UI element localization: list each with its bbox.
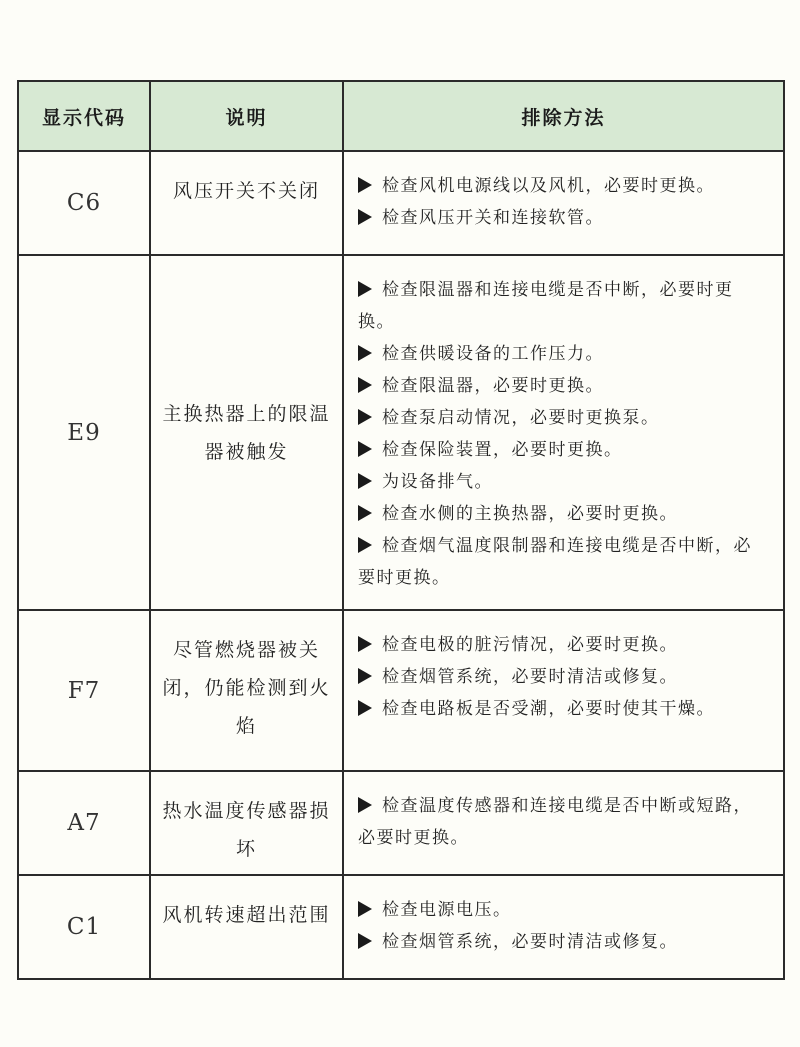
- error-code-table: [17, 80, 785, 980]
- header-solution: 排除方法: [343, 81, 784, 151]
- header-description: 说明: [150, 81, 343, 151]
- solution-text: 检查风压开关和连接软管。: [382, 208, 604, 228]
- error-code: C1: [18, 875, 150, 979]
- solution-cell: [343, 610, 784, 771]
- solution-item: [358, 661, 769, 693]
- solution-text: 检查限温器和连接电缆是否中断，必要时更换。: [358, 280, 734, 332]
- error-description: 尽管燃烧器被关闭，仍能检测到火焰: [150, 610, 343, 771]
- bullet-arrow-icon: [358, 281, 372, 297]
- solution-cell: [343, 151, 784, 255]
- bullet-arrow-icon: [358, 933, 372, 949]
- solution-text: 检查保险装置，必要时更换。: [382, 440, 623, 460]
- bullet-arrow-icon: [358, 505, 372, 521]
- solution-text: 检查泵启动情况，必要时更换泵。: [382, 408, 660, 428]
- table-row: [18, 875, 784, 979]
- solution-item: [358, 498, 769, 530]
- table-row: [18, 255, 784, 610]
- header-row: [18, 81, 784, 151]
- bullet-arrow-icon: [358, 409, 372, 425]
- solution-text: 检查电路板是否受潮，必要时使其干燥。: [382, 699, 715, 719]
- solution-item: [358, 926, 769, 958]
- error-description: 风压开关不关闭: [150, 151, 343, 255]
- table-row: [18, 771, 784, 875]
- solution-text: 检查温度传感器和连接电缆是否中断或短路，必要时更换。: [358, 796, 752, 848]
- solution-text: 检查限温器，必要时更换。: [382, 376, 604, 396]
- bullet-arrow-icon: [358, 345, 372, 361]
- error-description: 风机转速超出范围: [150, 875, 343, 979]
- solution-cell: [343, 875, 784, 979]
- solution-cell: [343, 771, 784, 875]
- solution-item: [358, 338, 769, 370]
- solution-text: 检查烟管系统，必要时清洁或修复。: [382, 932, 678, 952]
- header-code: 显示代码: [18, 81, 150, 151]
- bullet-arrow-icon: [358, 209, 372, 225]
- error-code: A7: [18, 771, 150, 875]
- solution-text: 检查水侧的主换热器，必要时更换。: [382, 504, 678, 524]
- table-row: [18, 151, 784, 255]
- bullet-arrow-icon: [358, 901, 372, 917]
- solution-item: [358, 434, 769, 466]
- bullet-arrow-icon: [358, 377, 372, 393]
- bullet-arrow-icon: [358, 668, 372, 684]
- bullet-arrow-icon: [358, 441, 372, 457]
- solution-text: 检查烟管系统，必要时清洁或修复。: [382, 667, 678, 687]
- solution-item: [358, 170, 769, 202]
- solution-item: [358, 790, 769, 854]
- solution-text: 检查烟气温度限制器和连接电缆是否中断，必要时更换。: [358, 536, 752, 588]
- solution-text: 检查电源电压。: [382, 900, 512, 920]
- bullet-arrow-icon: [358, 636, 372, 652]
- error-description: 主换热器上的限温器被触发: [150, 255, 343, 610]
- bullet-arrow-icon: [358, 473, 372, 489]
- solution-text: 检查风机电源线以及风机，必要时更换。: [382, 176, 715, 196]
- bullet-arrow-icon: [358, 177, 372, 193]
- solution-item: [358, 274, 769, 338]
- solution-item: [358, 370, 769, 402]
- solution-item: [358, 894, 769, 926]
- bullet-arrow-icon: [358, 797, 372, 813]
- solution-item: [358, 693, 769, 725]
- solution-item: [358, 466, 769, 498]
- bullet-arrow-icon: [358, 700, 372, 716]
- table-row: [18, 610, 784, 771]
- solution-item: [358, 530, 769, 594]
- solution-item: [358, 629, 769, 661]
- error-description: 热水温度传感器损坏: [150, 771, 343, 875]
- error-code: C6: [18, 151, 150, 255]
- solution-text: 检查供暖设备的工作压力。: [382, 344, 604, 364]
- bullet-arrow-icon: [358, 537, 372, 553]
- solution-text: 为设备排气。: [382, 472, 493, 492]
- solution-cell: [343, 255, 784, 610]
- solution-text: 检查电极的脏污情况，必要时更换。: [382, 635, 678, 655]
- solution-item: [358, 402, 769, 434]
- error-code: F7: [18, 610, 150, 771]
- solution-item: [358, 202, 769, 234]
- error-code: E9: [18, 255, 150, 610]
